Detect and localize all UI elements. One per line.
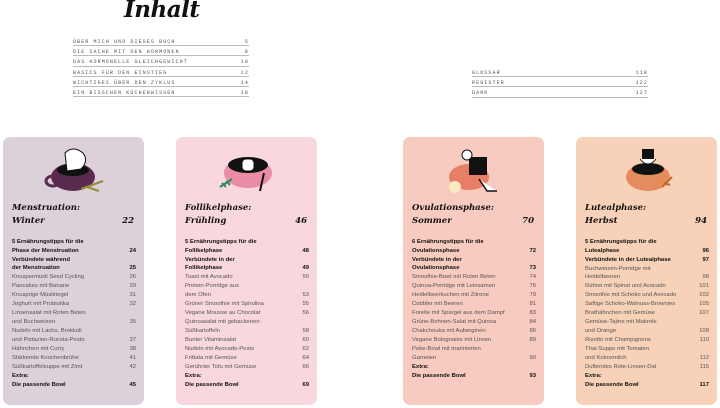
toc-row[interactable] — [73, 56, 249, 66]
entry-title: Extra: Die passende Bowl — [12, 372, 66, 388]
entry-page: 72 — [529, 247, 536, 254]
toc-row[interactable] — [73, 67, 249, 77]
entry-title: Duftendes Rote-Linsen-Dal — [585, 363, 657, 370]
entry-page: 53 — [302, 292, 309, 299]
entry-page: 56 — [302, 310, 309, 317]
toc-entry[interactable] — [12, 282, 136, 291]
cup-illustration-icon — [43, 143, 107, 199]
toc-label: GLOSSAR — [472, 70, 501, 76]
entry-title: Frittata mit Gemüse — [185, 354, 237, 361]
toc-entry[interactable] — [585, 336, 709, 345]
entry-page: 115 — [699, 363, 709, 370]
entry-title: Vegane Bolognaise mit Linsen — [412, 337, 492, 344]
entry-page: 86 — [529, 328, 536, 335]
card-1 — [176, 137, 317, 405]
toc-entry[interactable] — [585, 363, 709, 372]
toc-entry[interactable] — [185, 273, 309, 282]
toc-entry[interactable] — [12, 238, 136, 256]
card-3 — [576, 137, 717, 405]
entry-page: 89 — [529, 337, 536, 344]
entry-page: 38 — [129, 345, 136, 352]
toc-page: 127 — [635, 90, 648, 97]
phase-name: Ovulationsphase: — [412, 203, 495, 213]
entry-title: Verbündete in der Follikelphase — [185, 256, 235, 272]
toc-entry[interactable] — [412, 273, 536, 282]
toc-row[interactable] — [472, 67, 648, 77]
chapter-page: 94 — [695, 216, 707, 226]
season-name: Herbst — [585, 216, 618, 226]
entry-title: 6 Ernährungstipps für die Ovulationsphase — [412, 239, 484, 254]
phase-title — [185, 203, 307, 213]
entry-title: Heidelbeerkuchen mit Zitrone — [412, 292, 489, 299]
entry-page: 84 — [529, 319, 536, 326]
entry-title: Verbündete in der Ovulationsphase — [412, 256, 462, 272]
entry-page: 98 — [702, 274, 709, 281]
entry-title: Bunter Vitaminsalat — [185, 336, 236, 343]
toc-entry[interactable] — [12, 273, 136, 282]
entry-page: 41 — [129, 354, 136, 361]
entry-title: Nudeln mit Lachs, Brokkoli und Pistazien-Rucola-Pesto — [12, 328, 85, 343]
entry-page: 107 — [699, 310, 709, 317]
toc-entry[interactable] — [185, 309, 309, 318]
entry-title: Cobbler mit Beeren — [412, 301, 463, 308]
entry-title: Süßkartoffelsuppe mit Zimt — [12, 363, 83, 370]
entry-title: Grüner Smoothie mit Spirulina — [185, 301, 264, 308]
toc-entry[interactable] — [185, 345, 309, 354]
toc-label: DIE SACHE MIT DEN HORMONEN — [73, 49, 180, 56]
entry-page: 60 — [302, 336, 309, 343]
entry-page: 48 — [302, 247, 309, 254]
entry-page: 76 — [529, 283, 536, 290]
entry-list — [412, 238, 536, 381]
entry-page: 45 — [129, 381, 136, 388]
season-title[interactable] — [585, 216, 707, 226]
toc-entry[interactable] — [185, 300, 309, 309]
chapter-page: 46 — [295, 216, 307, 226]
entry-page: 102 — [699, 292, 709, 299]
entry-title: 5 Ernährungstipps für die Follikelphase — [185, 239, 257, 254]
entry-page: 69 — [302, 381, 309, 388]
toc-entry[interactable] — [12, 354, 136, 363]
entry-title: 5 Ernährungstipps für die Lutealphase — [585, 239, 657, 254]
phase-name: Follikelphase: — [185, 203, 252, 213]
season-title[interactable] — [412, 216, 534, 226]
season-name: Frühling — [185, 216, 227, 226]
entry-page: 35 — [129, 319, 136, 326]
entry-title: Thai-Suppe mit Tomaten und Kokosmilch — [585, 346, 650, 361]
entry-title: Joghurt mit Probiotika — [12, 301, 69, 308]
entry-list — [185, 238, 309, 390]
entry-title: Nudeln mit Avocado-Pesto — [185, 345, 255, 352]
toc-entry[interactable] — [185, 318, 309, 336]
entry-page: 24 — [129, 247, 136, 254]
entry-title: Smoothie-Bowl mit Roten Beten — [412, 274, 496, 281]
toc-entry[interactable] — [12, 256, 136, 274]
entry-page: 37 — [129, 336, 136, 343]
entry-title: Smoothie mit Schoko und Avocado — [585, 292, 677, 299]
entry-page: 49 — [302, 265, 309, 272]
toc-entry[interactable] — [12, 372, 136, 390]
toc-page: 5 — [244, 39, 249, 45]
entry-title: Grüne-Bohnen-Salat mit Quinoa — [412, 319, 497, 326]
entry-title: Vegane Mousse au Chocolat — [185, 310, 261, 317]
phase-title — [585, 203, 707, 213]
entry-page: 105 — [699, 301, 709, 308]
entry-page: 112 — [699, 354, 709, 361]
cup-illustration-icon — [616, 143, 680, 199]
toc-page: 8 — [244, 49, 249, 56]
entry-title: Chakchouka mit Auberginen — [412, 328, 486, 335]
entry-page: 79 — [529, 292, 536, 299]
card-0 — [3, 137, 144, 405]
entry-title: Linsensalat mit Roten Beten und Buchweizen — [12, 310, 86, 326]
entry-page: 83 — [529, 310, 536, 317]
toc-entry[interactable] — [585, 300, 709, 309]
entry-title: Risotto mit Champignons — [585, 337, 651, 344]
entry-page: 97 — [702, 256, 709, 263]
entry-title: Gerührter Tofu mit Gemüse — [185, 363, 257, 370]
entry-title: Quinoasalat mit gebackenen Süßkartoffeln — [185, 319, 260, 334]
toc-entry[interactable] — [585, 318, 709, 336]
entry-page: 26 — [129, 274, 136, 281]
entry-title: Gemüse-Tajine mit Makrele und Orange — [585, 319, 657, 335]
entry-page: 73 — [529, 265, 536, 272]
entry-title: Knuspermüsli Seed Cycling — [12, 274, 85, 281]
toc-page: 118 — [635, 70, 648, 76]
toc-label: BASICS FÜR DEN EINSTIEG — [73, 69, 168, 76]
entry-page: 42 — [129, 363, 136, 370]
toc-entry[interactable] — [412, 282, 536, 291]
cup-illustration-icon — [443, 143, 507, 199]
entry-title: Saftige Schoko-Walnuss-Brownies — [585, 301, 676, 308]
entry-page: 62 — [302, 345, 309, 352]
toc-label: REGISTER — [472, 80, 505, 87]
chapter-page: 22 — [122, 216, 134, 226]
toc-entry[interactable] — [185, 282, 309, 300]
chapter-page: 70 — [522, 216, 534, 226]
toc-entry[interactable] — [412, 327, 536, 336]
entry-page: 50 — [302, 274, 309, 281]
season-title[interactable] — [185, 216, 307, 226]
entry-title: Protein-Porridge aus dem Ofen — [185, 283, 240, 299]
toc-row[interactable] — [73, 46, 249, 56]
toc-entry[interactable] — [185, 336, 309, 345]
toc-row[interactable] — [472, 77, 648, 87]
entry-page: 55 — [302, 301, 309, 308]
phase-name: Menstruation: — [12, 203, 81, 213]
toc-label: DANK — [472, 90, 489, 97]
entry-title: Knusprige Müsliriegel — [12, 292, 69, 299]
entry-title: Quinoa-Porridge mit Leinsamen — [412, 283, 496, 290]
entry-title: Stärkende Knochenbrühe — [12, 354, 79, 361]
toc-label: WICHTIGES ÜBER DEN ZYKLUS — [73, 79, 176, 86]
phase-title — [12, 203, 134, 213]
entry-title: Verbündete in der Lutealphase — [585, 256, 671, 263]
toc-entry[interactable] — [585, 345, 709, 363]
entry-page: 81 — [529, 301, 536, 308]
entry-title: 5 Ernährungstipps für die Phase der Menstruation — [12, 239, 84, 254]
season-name: Winter — [12, 216, 45, 226]
entry-page: 117 — [699, 381, 709, 388]
entry-title: Extra: Die passende Bowl — [412, 364, 466, 379]
entry-page: 110 — [699, 337, 709, 344]
toc-entry[interactable] — [185, 372, 309, 390]
toc-entry[interactable] — [412, 318, 536, 327]
toc-entry[interactable] — [412, 256, 536, 274]
entry-title: Verbündete während der Menstruation — [12, 256, 70, 272]
entry-title: Extra: Die passende Bowl — [585, 372, 639, 388]
season-title[interactable] — [12, 216, 134, 226]
toc-entry[interactable] — [585, 265, 709, 283]
entry-page: 90 — [529, 355, 536, 362]
toc-entry[interactable] — [185, 363, 309, 372]
entry-page: 32 — [129, 301, 136, 308]
toc-label: DAS HORMONELLE GLEICHGEWICHT — [73, 59, 188, 66]
entry-page: 93 — [529, 372, 536, 379]
entry-title: Forelle mit Spargel aus dem Dampf — [412, 310, 505, 317]
entry-title: Rührei mit Spinat und Avocado — [585, 283, 666, 290]
toc-entry[interactable] — [12, 309, 136, 327]
toc-entry[interactable] — [585, 282, 709, 291]
cup-illustration-icon — [216, 143, 280, 199]
entry-page: 64 — [302, 354, 309, 361]
toc-entry[interactable] — [412, 300, 536, 309]
toc-row[interactable] — [73, 87, 249, 97]
toc-page: 12 — [240, 69, 249, 76]
toc-entry[interactable] — [412, 363, 536, 381]
season-name: Sommer — [412, 216, 452, 226]
toc-row[interactable] — [472, 87, 648, 97]
toc-entry[interactable] — [585, 256, 709, 265]
page-title: Inhalt — [124, 0, 200, 23]
entry-page: 29 — [129, 283, 136, 290]
entry-title: Brathähnchen mit Gemüse — [585, 310, 656, 317]
toc-entry[interactable] — [585, 291, 709, 300]
toc-entry[interactable] — [412, 291, 536, 300]
entry-page: 74 — [529, 274, 536, 281]
entry-title: Hähnchen mit Curry — [12, 345, 65, 352]
phase-name: Lutealphase: — [585, 203, 647, 213]
entry-title: Extra: Die passende Bowl — [185, 372, 239, 388]
toc-entry[interactable] — [12, 291, 136, 300]
entry-page: 31 — [129, 292, 136, 299]
entry-title: Buchweizen-Porridge mit Heidelbeeren — [585, 265, 651, 281]
toc-entry[interactable] — [185, 256, 309, 274]
entry-page: 108 — [699, 328, 709, 335]
toc-entry[interactable] — [412, 309, 536, 318]
entry-list — [585, 238, 709, 390]
toc-label: ÜBER MICH UND DIESES BUCH — [73, 39, 176, 45]
entry-page: 58 — [302, 327, 309, 334]
toc-entry[interactable] — [412, 345, 536, 363]
entry-title: Pancakes mit Banane — [12, 283, 70, 290]
toc-page: 10 — [240, 59, 249, 66]
toc-right — [472, 67, 648, 98]
toc-entry[interactable] — [412, 336, 536, 345]
toc-entry[interactable] — [585, 372, 709, 390]
entry-list — [12, 238, 136, 390]
toc-left — [73, 36, 249, 97]
toc-row[interactable] — [73, 36, 249, 46]
toc-entry[interactable] — [185, 354, 309, 363]
card-2 — [403, 137, 544, 405]
entry-page: 25 — [129, 265, 136, 272]
entry-page: 96 — [702, 247, 709, 254]
toc-page: 122 — [635, 80, 648, 87]
toc-row[interactable] — [73, 77, 249, 87]
toc-entry[interactable] — [585, 238, 709, 256]
phase-title — [412, 203, 534, 213]
entry-title: Toast mit Avocado — [185, 274, 233, 281]
toc-entry[interactable] — [412, 238, 536, 256]
entry-title: Poke-Bowl mit marinierten Garnelen — [412, 346, 481, 362]
toc-entry[interactable] — [12, 327, 136, 345]
toc-entry[interactable] — [12, 363, 136, 372]
toc-page: 18 — [240, 89, 249, 96]
toc-page: 14 — [240, 79, 249, 86]
toc-entry[interactable] — [185, 238, 309, 256]
toc-entry[interactable] — [12, 300, 136, 309]
toc-entry[interactable] — [12, 345, 136, 354]
toc-entry[interactable] — [585, 309, 709, 318]
entry-page: 66 — [302, 363, 309, 370]
entry-page: 101 — [699, 283, 709, 290]
toc-label: EIN BISSCHEN KÜCHENWISSEN — [73, 89, 176, 96]
